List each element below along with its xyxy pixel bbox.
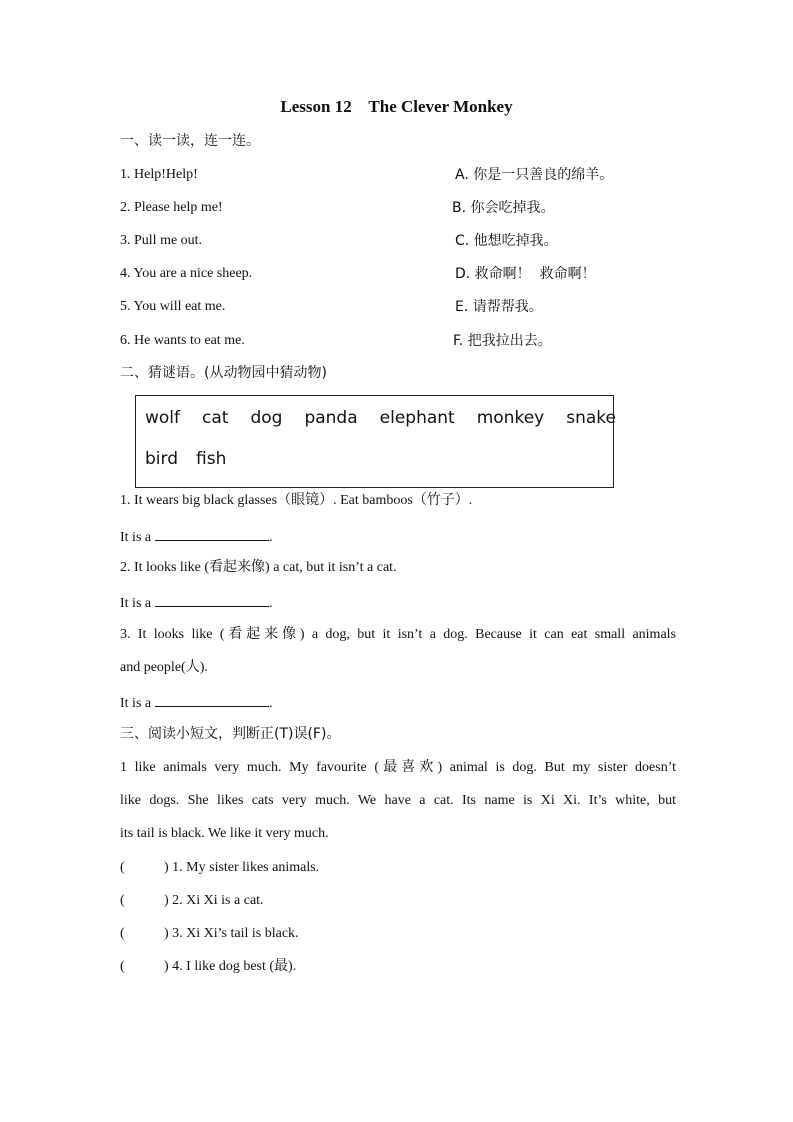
section1-heading: 一、读一读，连一连。	[120, 133, 260, 149]
tf-statement: 1. My sister likes animals.	[172, 860, 320, 875]
answer-prefix: It is a	[120, 696, 152, 711]
match-left-4: 4. You are a nice sheep.	[120, 266, 253, 281]
passage-line: its tail is black. We like it very much.	[120, 826, 329, 841]
match-left-6: 6. He wants to eat me.	[120, 333, 245, 348]
answer-line-3: It is a .	[120, 692, 273, 713]
match-left-3: 3. Pull me out.	[120, 233, 203, 248]
answer-prefix: It is a	[120, 596, 152, 611]
riddle-2: 2. It looks like (看起来像) a cat, but it isn’t a cat.	[120, 560, 397, 575]
word: bird	[145, 449, 178, 469]
word: wolf	[145, 408, 181, 428]
match-left-5: 5. You will eat me.	[120, 299, 226, 314]
answer-line-1: It is a .	[120, 526, 273, 547]
section2-heading: 二、猜谜语。(从动物园中猜动物)	[120, 365, 327, 381]
word: panda	[304, 408, 358, 428]
tf-item-3: ( ) 3. Xi Xi’s tail is black.	[120, 926, 299, 941]
passage-line: 1 like animals very much. My favourite (最喜欢) animal is dog. But my sister doesn’t	[120, 760, 676, 775]
passage-line: like dogs. She likes cats very much. We have a cat. Its name is Xi Xi. It’s white, but	[120, 793, 676, 808]
match-left-1: 1. Help!Help!	[120, 167, 198, 182]
word-bank	[135, 395, 614, 488]
match-right-b: B. 你会吃掉我。	[452, 200, 555, 216]
answer-blank[interactable]	[155, 692, 269, 707]
match-right-f: F. 把我拉出去。	[453, 333, 552, 349]
word: cat	[202, 408, 229, 428]
match-right-c: C. 他想吃掉我。	[455, 233, 558, 249]
tf-statement: 4. I like dog best (最).	[172, 959, 297, 974]
section3-heading: 三、阅读小短文，判断正(T)误(F)。	[120, 726, 341, 742]
match-right-e: E. 请帮帮我。	[455, 299, 543, 315]
page-title: Lesson 12 The Clever Monkey	[280, 97, 513, 116]
tf-statement: 3. Xi Xi’s tail is black.	[172, 926, 299, 941]
answer-blank[interactable]	[155, 526, 269, 541]
tf-item-2: ( ) 2. Xi Xi is a cat.	[120, 893, 264, 908]
match-right-d: D. 救命啊！ 救命啊！	[455, 266, 596, 282]
answer-line-2: It is a .	[120, 592, 273, 613]
answer-prefix: It is a	[120, 530, 152, 545]
match-right-a: A. 你是一只善良的绵羊。	[455, 167, 614, 183]
word: snake	[566, 408, 616, 428]
riddle-1: 1. It wears big black glasses（眼镜）. Eat bamboos（竹子）.	[120, 493, 473, 508]
tf-statement: 2. Xi Xi is a cat.	[172, 893, 264, 908]
tf-item-1: ( ) 1. My sister likes animals.	[120, 860, 320, 875]
word: monkey	[476, 408, 545, 428]
answer-paren[interactable]: (	[120, 893, 125, 908]
answer-blank[interactable]	[155, 592, 269, 607]
riddle-3-line2: and people(人).	[120, 660, 208, 675]
answer-paren[interactable]: (	[120, 860, 125, 875]
word: fish	[196, 449, 227, 469]
answer-paren[interactable]: (	[120, 926, 125, 941]
word: dog	[250, 408, 283, 428]
riddle-3-line1: 3. It looks like (看起来像) a dog, but it isn’t a dog. Because it can eat small animals	[120, 627, 676, 642]
answer-paren[interactable]: (	[120, 959, 125, 974]
tf-item-4: ( ) 4. I like dog best (最).	[120, 959, 297, 974]
match-left-2: 2. Please help me!	[120, 200, 223, 215]
word: elephant	[379, 408, 455, 428]
